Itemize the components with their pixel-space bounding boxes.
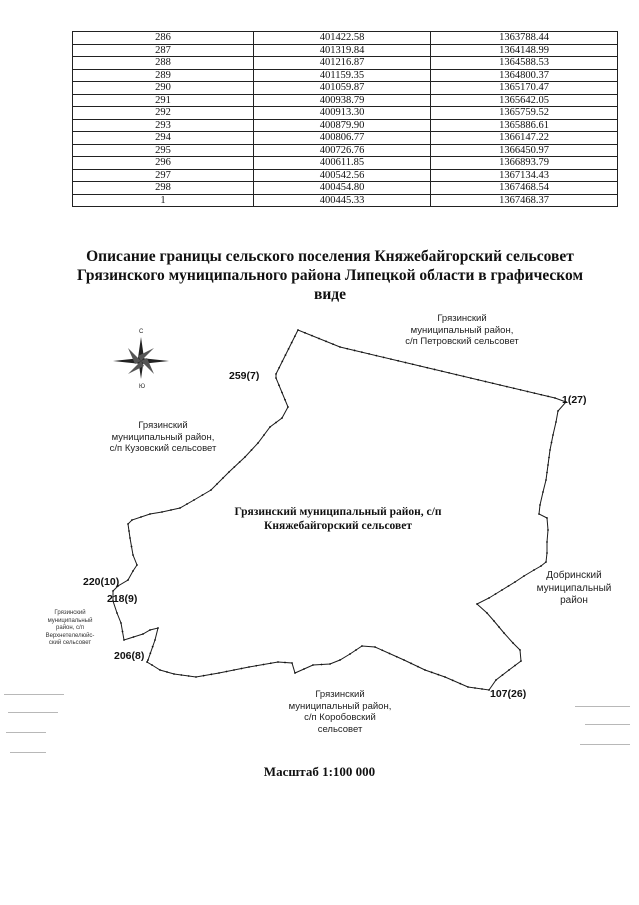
boundary-point [152,646,154,648]
boundary-point [291,342,293,344]
boundary-point [452,679,454,681]
boundary-point [127,579,129,581]
neighbor-dobrinsky-label: Добринский муниципальный район [536,570,612,606]
boundary-point [166,671,168,673]
boundary-point [270,662,272,664]
boundary-point [498,626,500,628]
boundary-point [431,671,433,673]
boundary-point [210,489,212,491]
boundary-point [546,517,548,519]
point-number-cell: 287 [73,44,254,57]
boundary-point [499,384,501,386]
boundary-point [495,593,497,595]
x-coordinate-cell: 400806.77 [254,132,431,145]
point-number-cell: 294 [73,132,254,145]
boundary-point [547,529,549,531]
point-number-cell: 1 [73,194,254,207]
boundary-point [381,649,383,651]
boundary-point [248,666,250,668]
boundary-point [389,653,391,655]
point-number-cell: 289 [73,69,254,82]
boundary-point [193,499,195,501]
boundary-point [424,669,426,671]
neighbor-verhnetelelyuy-label: Грязинский муниципальный район, с/п Верхнетелелюйс- ский сельсовет [45,610,95,646]
boundary-point [321,664,323,666]
compass-rose-icon [113,337,169,379]
boundary-point [285,354,287,356]
boundary-point [149,629,151,631]
boundary-point [493,620,495,622]
boundary-point [437,674,439,676]
boundary-point [383,356,385,358]
boundary-point [132,554,134,556]
y-coordinate-cell: 1363788.44 [431,32,618,45]
boundary-point [281,361,283,363]
boundary-point [275,377,277,379]
boundary-point [275,422,277,424]
point-number-cell: 286 [73,32,254,45]
boundary-point [136,564,138,566]
boundary-point [405,362,407,364]
scan-artifact [6,732,46,733]
boundary-point [210,673,212,675]
boundary-point [281,417,283,419]
boundary-point [506,386,508,388]
y-coordinate-cell: 1364800.37 [431,69,618,82]
boundary-point [514,581,516,583]
y-coordinate-cell: 1365642.05 [431,94,618,107]
boundary-point [133,636,135,638]
boundary-point [513,387,515,389]
boundary-point [241,668,243,670]
boundary-point [304,332,306,334]
x-coordinate-cell: 400726.76 [254,144,431,157]
boundary-point [527,391,529,393]
boundary-point [127,523,129,525]
boundary-point [375,355,377,357]
boundary-point [179,507,181,509]
scan-artifact [580,744,630,745]
boundary-point [519,649,521,651]
settlement-center-label: Грязинский муниципальный район, с/п Княжебайгорский сельсовет [234,506,442,532]
y-coordinate-cell: 1364148.99 [431,44,618,57]
x-coordinate-cell: 401319.84 [254,44,431,57]
boundary-point [546,552,548,554]
point-number-cell: 288 [73,57,254,70]
boundary-point [339,659,341,661]
boundary-point [549,449,551,451]
boundary-point [186,503,188,505]
boundary-point [244,456,246,458]
boundary-point [284,662,286,664]
boundary-point [239,461,241,463]
boundary-point [459,683,461,685]
boundary-point [318,338,320,340]
x-coordinate-cell: 401059.87 [254,82,431,95]
x-coordinate-cell: 400611.85 [254,157,431,170]
boundary-point [123,639,125,641]
boundary-point [467,686,469,688]
boundary-point [552,434,554,436]
boundary-point [222,477,224,479]
boundary-point [120,622,122,624]
y-coordinate-cell: 1365759.52 [431,107,618,120]
boundary-point [218,672,220,674]
boundary-point [294,335,296,337]
boundary-point [355,649,357,651]
boundary-point [140,516,142,518]
boundary-point [448,372,450,374]
point-number-cell: 290 [73,82,254,95]
point-number-cell: 293 [73,119,254,132]
boundary-point [203,675,205,677]
boundary-point [233,466,235,468]
boundary-point [281,392,283,394]
compass-north-label: С [139,329,144,335]
boundary-point [173,673,175,675]
boundary-point [396,656,398,658]
x-coordinate-cell: 400913.30 [254,107,431,120]
boundary-point [349,653,351,655]
boundary-point [188,675,190,677]
boundary-point [131,546,133,548]
boundary-point [233,669,235,671]
boundary-point [284,399,286,401]
boundary-point [495,679,497,681]
boundary-point [548,457,550,459]
boundary-point [251,449,253,451]
y-coordinate-cell: 1366147.22 [431,132,618,145]
boundary-point [463,375,465,377]
y-coordinate-cell: 1366893.79 [431,157,618,170]
boundary-point [149,652,151,654]
boundary-point [434,369,436,371]
boundary-point [390,358,392,360]
x-coordinate-cell: 400445.33 [254,194,431,207]
boundary-point [131,519,133,521]
title-line-3: виде [313,286,347,303]
boundary-point [278,367,280,369]
boundary-point [368,353,370,355]
boundary-point [470,377,472,379]
point-number-cell: 291 [73,94,254,107]
boundary-point [157,627,159,629]
boundary-point [441,370,443,372]
boundary-point [508,669,510,671]
boundary-point [539,504,541,506]
boundary-point [486,612,488,614]
boundary-point [170,509,172,511]
boundary-point [287,406,289,408]
scan-artifact [4,694,64,695]
neighbor-korobovsky-label: Грязинский муниципальный район, с/п Коробовский сельсовет [288,689,392,735]
boundary-point [476,603,478,605]
x-coordinate-cell: 400879.90 [254,119,431,132]
x-coordinate-cell: 401422.58 [254,32,431,45]
boundary-point [329,663,331,665]
boundary-point [297,329,299,331]
boundary-point [122,631,124,633]
boundary-point [417,666,419,668]
boundary-point [151,664,153,666]
boundary-point [154,639,156,641]
boundary-point [546,541,548,543]
boundary-point [555,421,557,423]
x-coordinate-cell: 400454.80 [254,182,431,195]
boundary-point [502,674,504,676]
boundary-point [277,661,279,663]
boundary-point [508,585,510,587]
boundary-point [520,660,522,662]
boundary-point [116,612,118,614]
boundary-point [540,394,542,396]
boundary-point [485,381,487,383]
boundary-point [538,513,540,515]
boundary-point [481,688,483,690]
compass-south-label: Ю [139,384,146,390]
neighbor-kuzovsky-label: Грязинский муниципальный район, с/п Кузовский сельсовет [109,420,217,454]
boundary-point [147,659,149,661]
boundary-point [216,483,218,485]
boundary-point [477,379,479,381]
point-label-1: 1(27) [562,394,587,406]
boundary-point [132,570,134,572]
boundary-point [291,662,293,664]
scan-artifact [585,724,630,725]
boundary-point [159,669,161,671]
boundary-point [311,335,313,337]
y-coordinate-cell: 1366450.97 [431,144,618,157]
scan-artifact [10,752,46,753]
boundary-point [149,513,151,515]
boundary-point [228,471,230,473]
boundary-point [554,397,556,399]
boundary-point [547,464,549,466]
y-coordinate-cell: 1364588.53 [431,57,618,70]
boundary-point [161,511,163,513]
map-scale: Масштаб 1:100 000 [263,764,376,779]
boundary-point [278,384,280,386]
boundary-point [546,472,548,474]
boundary-point [269,426,271,428]
point-number-cell: 296 [73,157,254,170]
x-coordinate-cell: 400542.56 [254,169,431,182]
boundary-point [410,662,412,664]
boundary-point [146,661,148,663]
boundary-point [257,442,259,444]
boundary-point [339,346,341,348]
boundary-point [374,646,376,648]
boundary-point [180,674,182,676]
boundary-point [444,676,446,678]
boundary-point [520,389,522,391]
boundary-point [112,590,114,592]
boundary-point [129,537,131,539]
boundary-point [492,382,494,384]
boundary-point [474,687,476,689]
boundary-point [202,494,204,496]
point-label-220: 220(10) [83,576,120,588]
y-coordinate-cell: 1367468.37 [431,194,618,207]
y-coordinate-cell: 1365886.61 [431,119,618,132]
x-coordinate-cell: 401159.35 [254,69,431,82]
boundary-point [412,363,414,365]
boundary-point [455,374,457,376]
boundary-point [325,340,327,342]
boundary-point [403,659,405,661]
boundary-point [426,367,428,369]
boundary-point [142,633,144,635]
boundary-point [361,645,363,647]
boundary-point [540,565,542,567]
boundary-point [226,671,228,673]
boundary-point [523,575,525,577]
boundary-point [312,664,314,666]
boundary-point [288,348,290,350]
boundary-point [503,632,505,634]
boundary-point [512,642,514,644]
x-coordinate-cell: 401216.87 [254,57,431,70]
title-line-1: Описание границы сельского поселения Княжебайгорский сельсовет [86,248,574,265]
neighbor-petrovsky-label: Грязинский муниципальный район, с/п Петровский сельсовет [405,313,519,347]
boundary-point [533,392,535,394]
boundary-point [551,442,553,444]
boundary-point [275,373,277,375]
boundary-point [294,672,296,674]
y-coordinate-cell: 1365170.47 [431,82,618,95]
point-number-cell: 295 [73,144,254,157]
scan-artifact [8,712,58,713]
point-number-cell: 292 [73,107,254,120]
point-label-218: 218(9) [107,593,138,605]
boundary-point [545,561,547,563]
boundary-point [263,434,265,436]
boundary-point [419,365,421,367]
boundary-point [255,665,257,667]
boundary-point [195,676,197,678]
boundary-point [545,479,547,481]
y-coordinate-cell: 1367468.54 [431,182,618,195]
boundary-point [514,665,516,667]
boundary-point [346,348,348,350]
x-coordinate-cell: 400938.79 [254,94,431,107]
boundary-point [332,343,334,345]
boundary-point [263,664,265,666]
boundary-point [557,410,559,412]
point-label-107: 107(26) [490,688,527,700]
boundary-point [397,360,399,362]
boundary-point [542,491,544,493]
scan-artifact [575,706,630,707]
point-label-259: 259(7) [229,370,260,382]
boundary-point [354,350,356,352]
boundary-point [361,351,363,353]
boundary-point [501,589,503,591]
point-number-cell: 297 [73,169,254,182]
boundary-point [303,668,305,670]
y-coordinate-cell: 1367134.43 [431,169,618,182]
boundary-point [128,530,130,532]
point-number-cell: 298 [73,182,254,195]
boundary-point [488,597,490,599]
boundary-point [547,395,549,397]
point-label-206: 206(8) [114,650,145,662]
title-line-2: Грязинского муниципального района Липецкой области в графическом [76,267,584,284]
